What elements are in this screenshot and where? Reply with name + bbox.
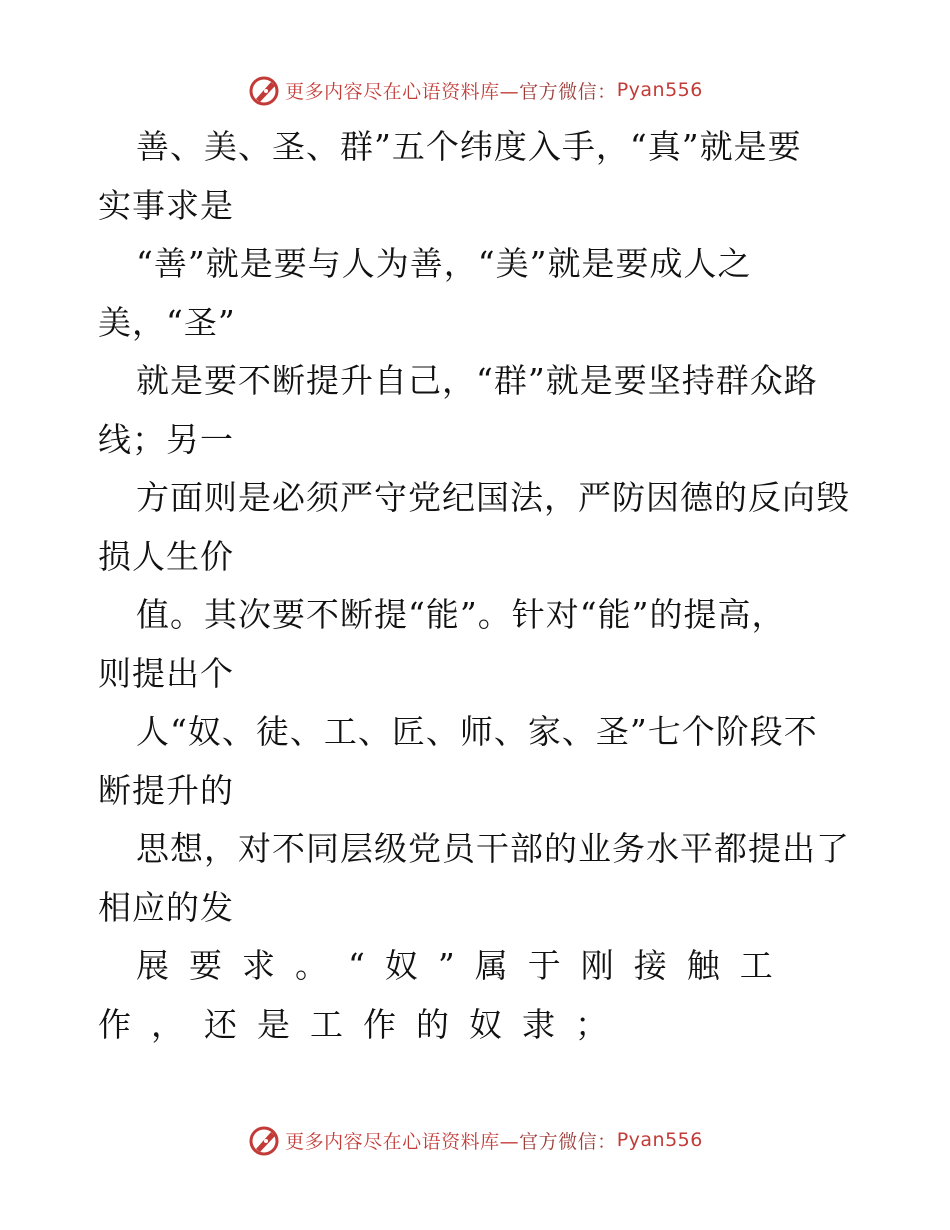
banner-text-main: 更多内容尽在心语资料库—: [285, 80, 520, 103]
footer-banner: [0, 1120, 950, 1160]
banner-text-id: Pyan556: [616, 1129, 703, 1151]
body-line: 就是要不断提升自己，“群”就是要坚持群众路: [136, 361, 818, 400]
header-banner: [0, 70, 950, 110]
body-line: 思想，对不同层级党员干部的业务水平都提出了: [136, 829, 850, 868]
body-line: 善、美、圣、群”五个纬度入手，“真”就是要: [136, 127, 802, 166]
body-line: 相应的发: [98, 887, 234, 927]
body-line: 方面则是必须严守党纪国法，严防因德的反向毁: [136, 478, 850, 517]
body-line: 线；另一: [98, 419, 234, 459]
banner-text-wechat: 官方微信：: [519, 1130, 617, 1153]
banner-text-id: Pyan556: [616, 79, 703, 101]
body-line: 美，“圣”: [98, 302, 236, 342]
body-line: 作，还是工作的奴隶；: [98, 1004, 628, 1044]
pen-nib-circle-icon: [247, 73, 281, 107]
body-line: 则提出个: [98, 653, 234, 693]
pen-nib-circle-icon: [247, 1123, 281, 1157]
body-line: 实事求是: [98, 185, 234, 225]
body-line: 值。其次要不断提“能”。针对“能”的提高，: [136, 595, 786, 634]
body-line: 损人生价: [98, 536, 234, 576]
body-line: 展要求。“奴”属于刚接触工: [136, 946, 793, 985]
document-body: [98, 118, 858, 1054]
body-line: “善”就是要与人为善，“美”就是要成人之: [136, 244, 752, 283]
body-line: 人“奴、徒、工、匠、师、家、圣”七个阶段不: [136, 712, 818, 751]
banner-text-wechat: 官方微信：: [519, 80, 617, 103]
banner-text-main: 更多内容尽在心语资料库—: [285, 1130, 520, 1153]
body-line: 断提升的: [98, 770, 234, 810]
